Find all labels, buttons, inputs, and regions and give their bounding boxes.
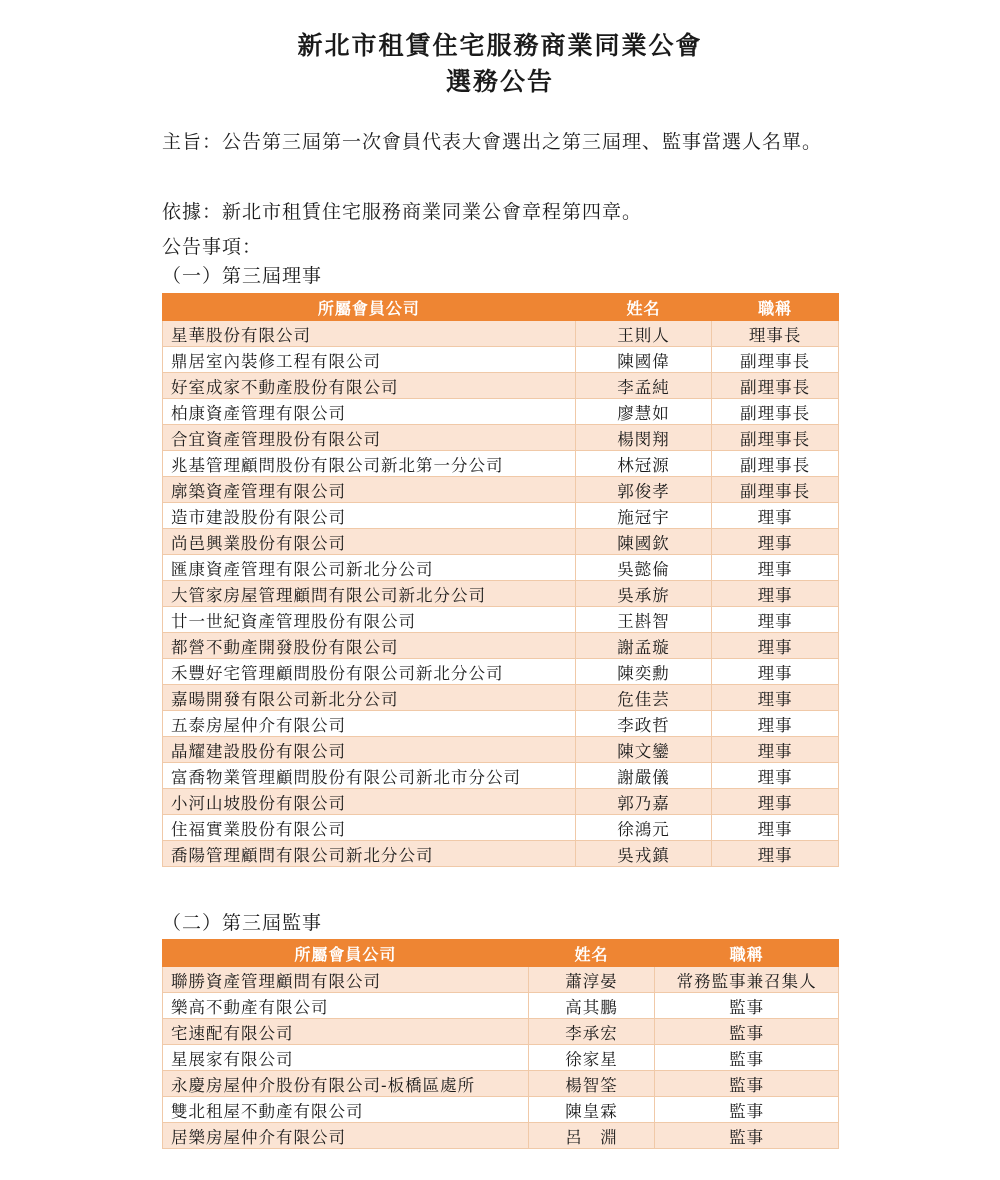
cell-title: 副理事長 (712, 451, 839, 477)
header-name: 姓名 (528, 940, 655, 967)
supervisors-table-body (163, 967, 839, 1149)
cell-title: 理事 (712, 763, 839, 789)
cell-company: 五泰房屋仲介有限公司 (163, 711, 576, 737)
table-row (163, 1019, 839, 1045)
table-header-row (163, 294, 839, 321)
basis-paragraph: 依據：新北市租賃住宅服務商業同業公會章程第四章。 (162, 201, 643, 223)
table-row (163, 993, 839, 1019)
cell-name: 王斟智 (575, 607, 712, 633)
cell-name: 郭乃嘉 (575, 789, 712, 815)
cell-name: 吳戎鎮 (575, 841, 712, 867)
cell-company: 禾豐好宅管理顧問股份有限公司新北分公司 (163, 659, 576, 685)
cell-company: 永慶房屋仲介股份有限公司-板橋區處所 (163, 1071, 529, 1097)
cell-title: 理事 (712, 607, 839, 633)
table-row (163, 633, 839, 659)
cell-title: 理事 (712, 815, 839, 841)
cell-company: 匯康資產管理有限公司新北分公司 (163, 555, 576, 581)
cell-title: 理事 (712, 659, 839, 685)
cell-company: 柏康資產管理有限公司 (163, 399, 576, 425)
cell-title: 副理事長 (712, 347, 839, 373)
items-label: 公告事項： (162, 236, 263, 258)
cell-company: 嘉暘開發有限公司新北分公司 (163, 685, 576, 711)
cell-title: 理事 (712, 711, 839, 737)
cell-company: 小河山坡股份有限公司 (163, 789, 576, 815)
directors-table-body (163, 321, 839, 867)
table-header-row (163, 940, 839, 967)
table-row (163, 555, 839, 581)
cell-name: 郭俊孝 (575, 477, 712, 503)
cell-company: 好室成家不動產股份有限公司 (163, 373, 576, 399)
cell-title: 理事 (712, 529, 839, 555)
cell-company: 合宜資產管理股份有限公司 (163, 425, 576, 451)
cell-name: 徐家星 (528, 1045, 655, 1071)
directors-table (162, 293, 839, 867)
cell-company: 造市建設股份有限公司 (163, 503, 576, 529)
table-row (163, 1071, 839, 1097)
announcement-title: 新北市租賃住宅服務商業同業公會 (297, 31, 703, 60)
cell-title: 理事 (712, 841, 839, 867)
cell-title: 副理事長 (712, 373, 839, 399)
header-title: 職稱 (712, 294, 839, 321)
table-row (163, 1045, 839, 1071)
table-row (163, 425, 839, 451)
table-row (163, 477, 839, 503)
header-name: 姓名 (575, 294, 712, 321)
table-row (163, 841, 839, 867)
supervisors-table (162, 939, 839, 1149)
table-row (163, 763, 839, 789)
table-row (163, 529, 839, 555)
cell-company: 居樂房屋仲介有限公司 (163, 1123, 529, 1149)
cell-title: 監事 (655, 1097, 839, 1123)
header-company: 所屬會員公司 (163, 294, 576, 321)
cell-company: 鼎居室內裝修工程有限公司 (163, 347, 576, 373)
table-row (163, 815, 839, 841)
cell-name: 李政哲 (575, 711, 712, 737)
cell-company: 都營不動產開發股份有限公司 (163, 633, 576, 659)
cell-name: 陳文鑾 (575, 737, 712, 763)
cell-company: 富喬物業管理顧問股份有限公司新北市分公司 (163, 763, 576, 789)
table-row (163, 503, 839, 529)
table-row (163, 1123, 839, 1149)
cell-name: 林冠源 (575, 451, 712, 477)
table-row (163, 451, 839, 477)
cell-title: 監事 (655, 1071, 839, 1097)
table-row (163, 399, 839, 425)
cell-company: 大管家房屋管理顧問有限公司新北分公司 (163, 581, 576, 607)
table-row (163, 789, 839, 815)
table-row (163, 967, 839, 993)
cell-name: 施冠宇 (575, 503, 712, 529)
cell-title: 理事 (712, 555, 839, 581)
table-row (163, 711, 839, 737)
cell-name: 李孟純 (575, 373, 712, 399)
cell-name: 徐鴻元 (575, 815, 712, 841)
cell-name: 陳奕勳 (575, 659, 712, 685)
cell-name: 王則人 (575, 321, 712, 347)
cell-title: 監事 (655, 993, 839, 1019)
table-row (163, 737, 839, 763)
cell-company: 兆基管理顧問股份有限公司新北第一分公司 (163, 451, 576, 477)
cell-name: 楊閔翔 (575, 425, 712, 451)
header-company: 所屬會員公司 (163, 940, 529, 967)
cell-company: 晶耀建設股份有限公司 (163, 737, 576, 763)
cell-title: 理事 (712, 503, 839, 529)
cell-title: 理事 (712, 789, 839, 815)
cell-company: 星展家有限公司 (163, 1045, 529, 1071)
cell-title: 理事 (712, 685, 839, 711)
cell-name: 吳懿倫 (575, 555, 712, 581)
cell-title: 監事 (655, 1019, 839, 1045)
cell-title: 常務監事兼召集人 (655, 967, 839, 993)
cell-name: 蕭淳晏 (528, 967, 655, 993)
cell-name: 吳承旂 (575, 581, 712, 607)
cell-title: 副理事長 (712, 425, 839, 451)
cell-company: 宅速配有限公司 (163, 1019, 529, 1045)
cell-company: 廿一世紀資產管理股份有限公司 (163, 607, 576, 633)
cell-title: 監事 (655, 1123, 839, 1149)
subject-paragraph: 主旨：公告第三屆第一次會員代表大會選出之第三屆理、監事當選人名單。 (162, 131, 823, 153)
cell-company: 廓築資產管理有限公司 (163, 477, 576, 503)
table-row (163, 373, 839, 399)
cell-title: 理事長 (712, 321, 839, 347)
cell-name: 廖慧如 (575, 399, 712, 425)
directors-section-label: （一）第三屆理事 (162, 265, 323, 287)
cell-company: 住福實業股份有限公司 (163, 815, 576, 841)
cell-title: 監事 (655, 1045, 839, 1071)
cell-title: 理事 (712, 737, 839, 763)
cell-company: 尚邑興業股份有限公司 (163, 529, 576, 555)
cell-name: 陳國偉 (575, 347, 712, 373)
cell-company: 喬陽管理顧問有限公司新北分公司 (163, 841, 576, 867)
cell-name: 李承宏 (528, 1019, 655, 1045)
announcement-subtitle: 選務公告 (445, 67, 554, 96)
supervisors-section-label: （二）第三屆監事 (162, 912, 323, 934)
table-row (163, 607, 839, 633)
cell-name: 楊智筌 (528, 1071, 655, 1097)
table-row (163, 321, 839, 347)
cell-name: 陳國欽 (575, 529, 712, 555)
cell-title: 理事 (712, 581, 839, 607)
cell-name: 謝嚴儀 (575, 763, 712, 789)
header-title: 職稱 (655, 940, 839, 967)
cell-name: 呂 淵 (528, 1123, 655, 1149)
cell-name: 高其鵬 (528, 993, 655, 1019)
cell-company: 雙北租屋不動產有限公司 (163, 1097, 529, 1123)
cell-name: 陳皇霖 (528, 1097, 655, 1123)
cell-name: 危佳芸 (575, 685, 712, 711)
cell-title: 副理事長 (712, 399, 839, 425)
table-row (163, 659, 839, 685)
cell-company: 樂高不動產有限公司 (163, 993, 529, 1019)
cell-title: 副理事長 (712, 477, 839, 503)
table-row (163, 347, 839, 373)
table-row (163, 581, 839, 607)
table-row (163, 685, 839, 711)
cell-company: 星華股份有限公司 (163, 321, 576, 347)
cell-name: 謝孟璇 (575, 633, 712, 659)
table-row (163, 1097, 839, 1123)
cell-title: 理事 (712, 633, 839, 659)
cell-company: 聯勝資產管理顧問有限公司 (163, 967, 529, 993)
